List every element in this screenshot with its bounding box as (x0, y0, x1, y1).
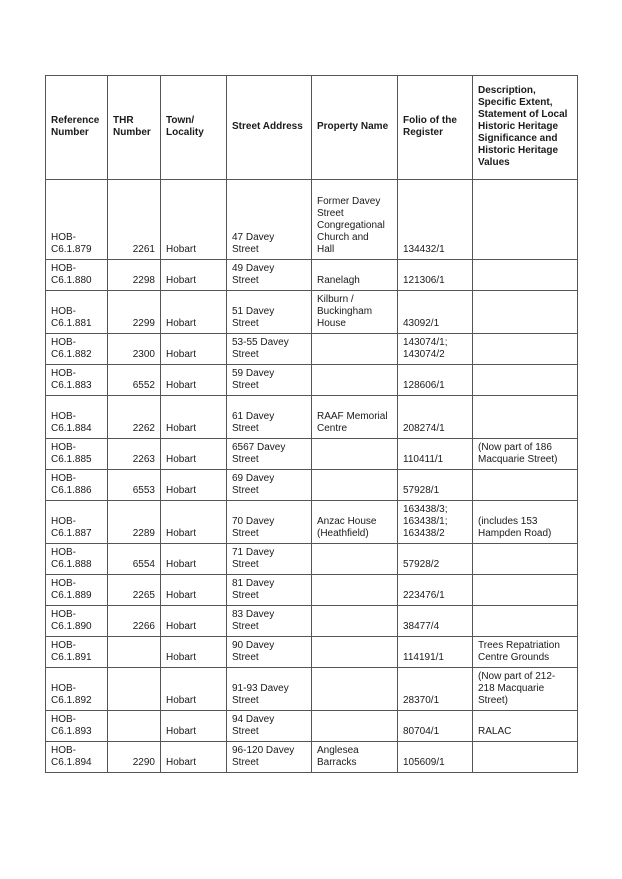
cell-folio: 110411/1 (398, 439, 473, 470)
cell-thr-number (108, 668, 161, 711)
cell-folio: 57928/1 (398, 470, 473, 501)
cell-description: (Now part of 212- 218 Macquarie Street) (473, 668, 578, 711)
header-reference-number: Reference Number (46, 76, 108, 180)
cell-thr-number (108, 711, 161, 742)
cell-town: Hobart (161, 180, 227, 260)
cell-town: Hobart (161, 711, 227, 742)
cell-description: (Now part of 186 Macquarie Street) (473, 439, 578, 470)
cell-reference-number: HOB- C6.1.881 (46, 291, 108, 334)
cell-town: Hobart (161, 606, 227, 637)
cell-folio: 28370/1 (398, 668, 473, 711)
cell-street-address: 6567 Davey Street (227, 439, 312, 470)
cell-folio: 121306/1 (398, 260, 473, 291)
table-row (46, 470, 578, 501)
cell-thr-number: 2262 (108, 396, 161, 439)
table-row (46, 606, 578, 637)
cell-reference-number: HOB- C6.1.883 (46, 365, 108, 396)
heritage-register-table (45, 75, 578, 773)
cell-property-name: RAAF Memorial Centre (312, 396, 398, 439)
cell-street-address: 71 Davey Street (227, 544, 312, 575)
cell-description: RALAC (473, 711, 578, 742)
table-row (46, 742, 578, 773)
cell-description (473, 291, 578, 334)
cell-property-name: Anzac House (Heathfield) (312, 501, 398, 544)
cell-description: (includes 153 Hampden Road) (473, 501, 578, 544)
cell-reference-number: HOB- C6.1.889 (46, 575, 108, 606)
cell-street-address: 59 Davey Street (227, 365, 312, 396)
cell-folio: 223476/1 (398, 575, 473, 606)
table-row (46, 260, 578, 291)
table-row (46, 544, 578, 575)
cell-description (473, 365, 578, 396)
cell-town: Hobart (161, 334, 227, 365)
cell-folio: 105609/1 (398, 742, 473, 773)
table-row (46, 334, 578, 365)
table-row (46, 668, 578, 711)
cell-property-name (312, 711, 398, 742)
table-row (46, 180, 578, 260)
cell-street-address: 81 Davey Street (227, 575, 312, 606)
cell-street-address: 70 Davey Street (227, 501, 312, 544)
cell-street-address: 53-55 Davey Street (227, 334, 312, 365)
cell-folio: 114191/1 (398, 637, 473, 668)
cell-folio: 38477/4 (398, 606, 473, 637)
cell-street-address: 91-93 Davey Street (227, 668, 312, 711)
cell-street-address: 94 Davey Street (227, 711, 312, 742)
cell-thr-number: 2261 (108, 180, 161, 260)
cell-reference-number: HOB- C6.1.888 (46, 544, 108, 575)
cell-street-address: 83 Davey Street (227, 606, 312, 637)
cell-property-name (312, 334, 398, 365)
cell-street-address: 61 Davey Street (227, 396, 312, 439)
cell-town: Hobart (161, 544, 227, 575)
cell-property-name: Kilburn / Buckingham House (312, 291, 398, 334)
cell-folio: 143074/1; 143074/2 (398, 334, 473, 365)
table-row (46, 637, 578, 668)
cell-reference-number: HOB- C6.1.884 (46, 396, 108, 439)
cell-property-name: Anglesea Barracks (312, 742, 398, 773)
cell-folio: 57928/2 (398, 544, 473, 575)
cell-property-name (312, 606, 398, 637)
cell-town: Hobart (161, 575, 227, 606)
cell-description (473, 470, 578, 501)
cell-description (473, 742, 578, 773)
cell-property-name (312, 470, 398, 501)
cell-street-address: 47 Davey Street (227, 180, 312, 260)
cell-description (473, 575, 578, 606)
cell-thr-number: 2265 (108, 575, 161, 606)
cell-description: Trees Repatriation Centre Grounds (473, 637, 578, 668)
cell-town: Hobart (161, 501, 227, 544)
cell-town: Hobart (161, 742, 227, 773)
cell-street-address: 49 Davey Street (227, 260, 312, 291)
cell-reference-number: HOB- C6.1.887 (46, 501, 108, 544)
cell-property-name (312, 365, 398, 396)
cell-reference-number: HOB- C6.1.892 (46, 668, 108, 711)
header-description: Description, Specific Extent, Statement of Local Historic Heritage Significance and Historic Heritage Values (473, 76, 578, 180)
cell-thr-number: 2299 (108, 291, 161, 334)
cell-thr-number: 6552 (108, 365, 161, 396)
table-row (46, 711, 578, 742)
cell-thr-number: 2298 (108, 260, 161, 291)
cell-description (473, 606, 578, 637)
cell-description (473, 180, 578, 260)
header-thr-number: THR Number (108, 76, 161, 180)
cell-town: Hobart (161, 396, 227, 439)
cell-street-address: 96-120 Davey Street (227, 742, 312, 773)
cell-town: Hobart (161, 260, 227, 291)
cell-reference-number: HOB- C6.1.882 (46, 334, 108, 365)
cell-folio: 134432/1 (398, 180, 473, 260)
table-row (46, 365, 578, 396)
cell-town: Hobart (161, 439, 227, 470)
header-town-locality: Town/ Locality (161, 76, 227, 180)
header-street-address: Street Address (227, 76, 312, 180)
cell-property-name (312, 637, 398, 668)
cell-thr-number: 2266 (108, 606, 161, 637)
header-folio: Folio of the Register (398, 76, 473, 180)
cell-thr-number (108, 637, 161, 668)
cell-reference-number: HOB- C6.1.894 (46, 742, 108, 773)
cell-property-name (312, 544, 398, 575)
table-row (46, 396, 578, 439)
cell-town: Hobart (161, 291, 227, 334)
table-header-row (46, 76, 578, 180)
header-property-name: Property Name (312, 76, 398, 180)
table-row (46, 501, 578, 544)
cell-street-address: 69 Davey Street (227, 470, 312, 501)
cell-reference-number: HOB- C6.1.880 (46, 260, 108, 291)
cell-thr-number: 2300 (108, 334, 161, 365)
cell-town: Hobart (161, 668, 227, 711)
cell-description (473, 334, 578, 365)
cell-folio: 208274/1 (398, 396, 473, 439)
cell-thr-number: 2290 (108, 742, 161, 773)
table-row (46, 575, 578, 606)
cell-description (473, 260, 578, 291)
cell-street-address: 90 Davey Street (227, 637, 312, 668)
cell-thr-number: 6554 (108, 544, 161, 575)
cell-folio: 128606/1 (398, 365, 473, 396)
cell-reference-number: HOB- C6.1.886 (46, 470, 108, 501)
cell-description (473, 396, 578, 439)
cell-reference-number: HOB- C6.1.890 (46, 606, 108, 637)
cell-description (473, 544, 578, 575)
table-row (46, 291, 578, 334)
table-body (46, 180, 578, 773)
table-row (46, 439, 578, 470)
cell-property-name: Ranelagh (312, 260, 398, 291)
cell-folio: 163438/3; 163438/1; 163438/2 (398, 501, 473, 544)
cell-street-address: 51 Davey Street (227, 291, 312, 334)
cell-property-name: Former Davey Street Congregational Church and Hall (312, 180, 398, 260)
cell-property-name (312, 439, 398, 470)
cell-property-name (312, 575, 398, 606)
cell-thr-number: 6553 (108, 470, 161, 501)
cell-thr-number: 2263 (108, 439, 161, 470)
cell-reference-number: HOB- C6.1.893 (46, 711, 108, 742)
cell-thr-number: 2289 (108, 501, 161, 544)
cell-folio: 43092/1 (398, 291, 473, 334)
cell-folio: 80704/1 (398, 711, 473, 742)
cell-reference-number: HOB- C6.1.885 (46, 439, 108, 470)
cell-town: Hobart (161, 470, 227, 501)
cell-reference-number: HOB- C6.1.879 (46, 180, 108, 260)
cell-town: Hobart (161, 637, 227, 668)
cell-reference-number: HOB- C6.1.891 (46, 637, 108, 668)
cell-property-name (312, 668, 398, 711)
cell-town: Hobart (161, 365, 227, 396)
